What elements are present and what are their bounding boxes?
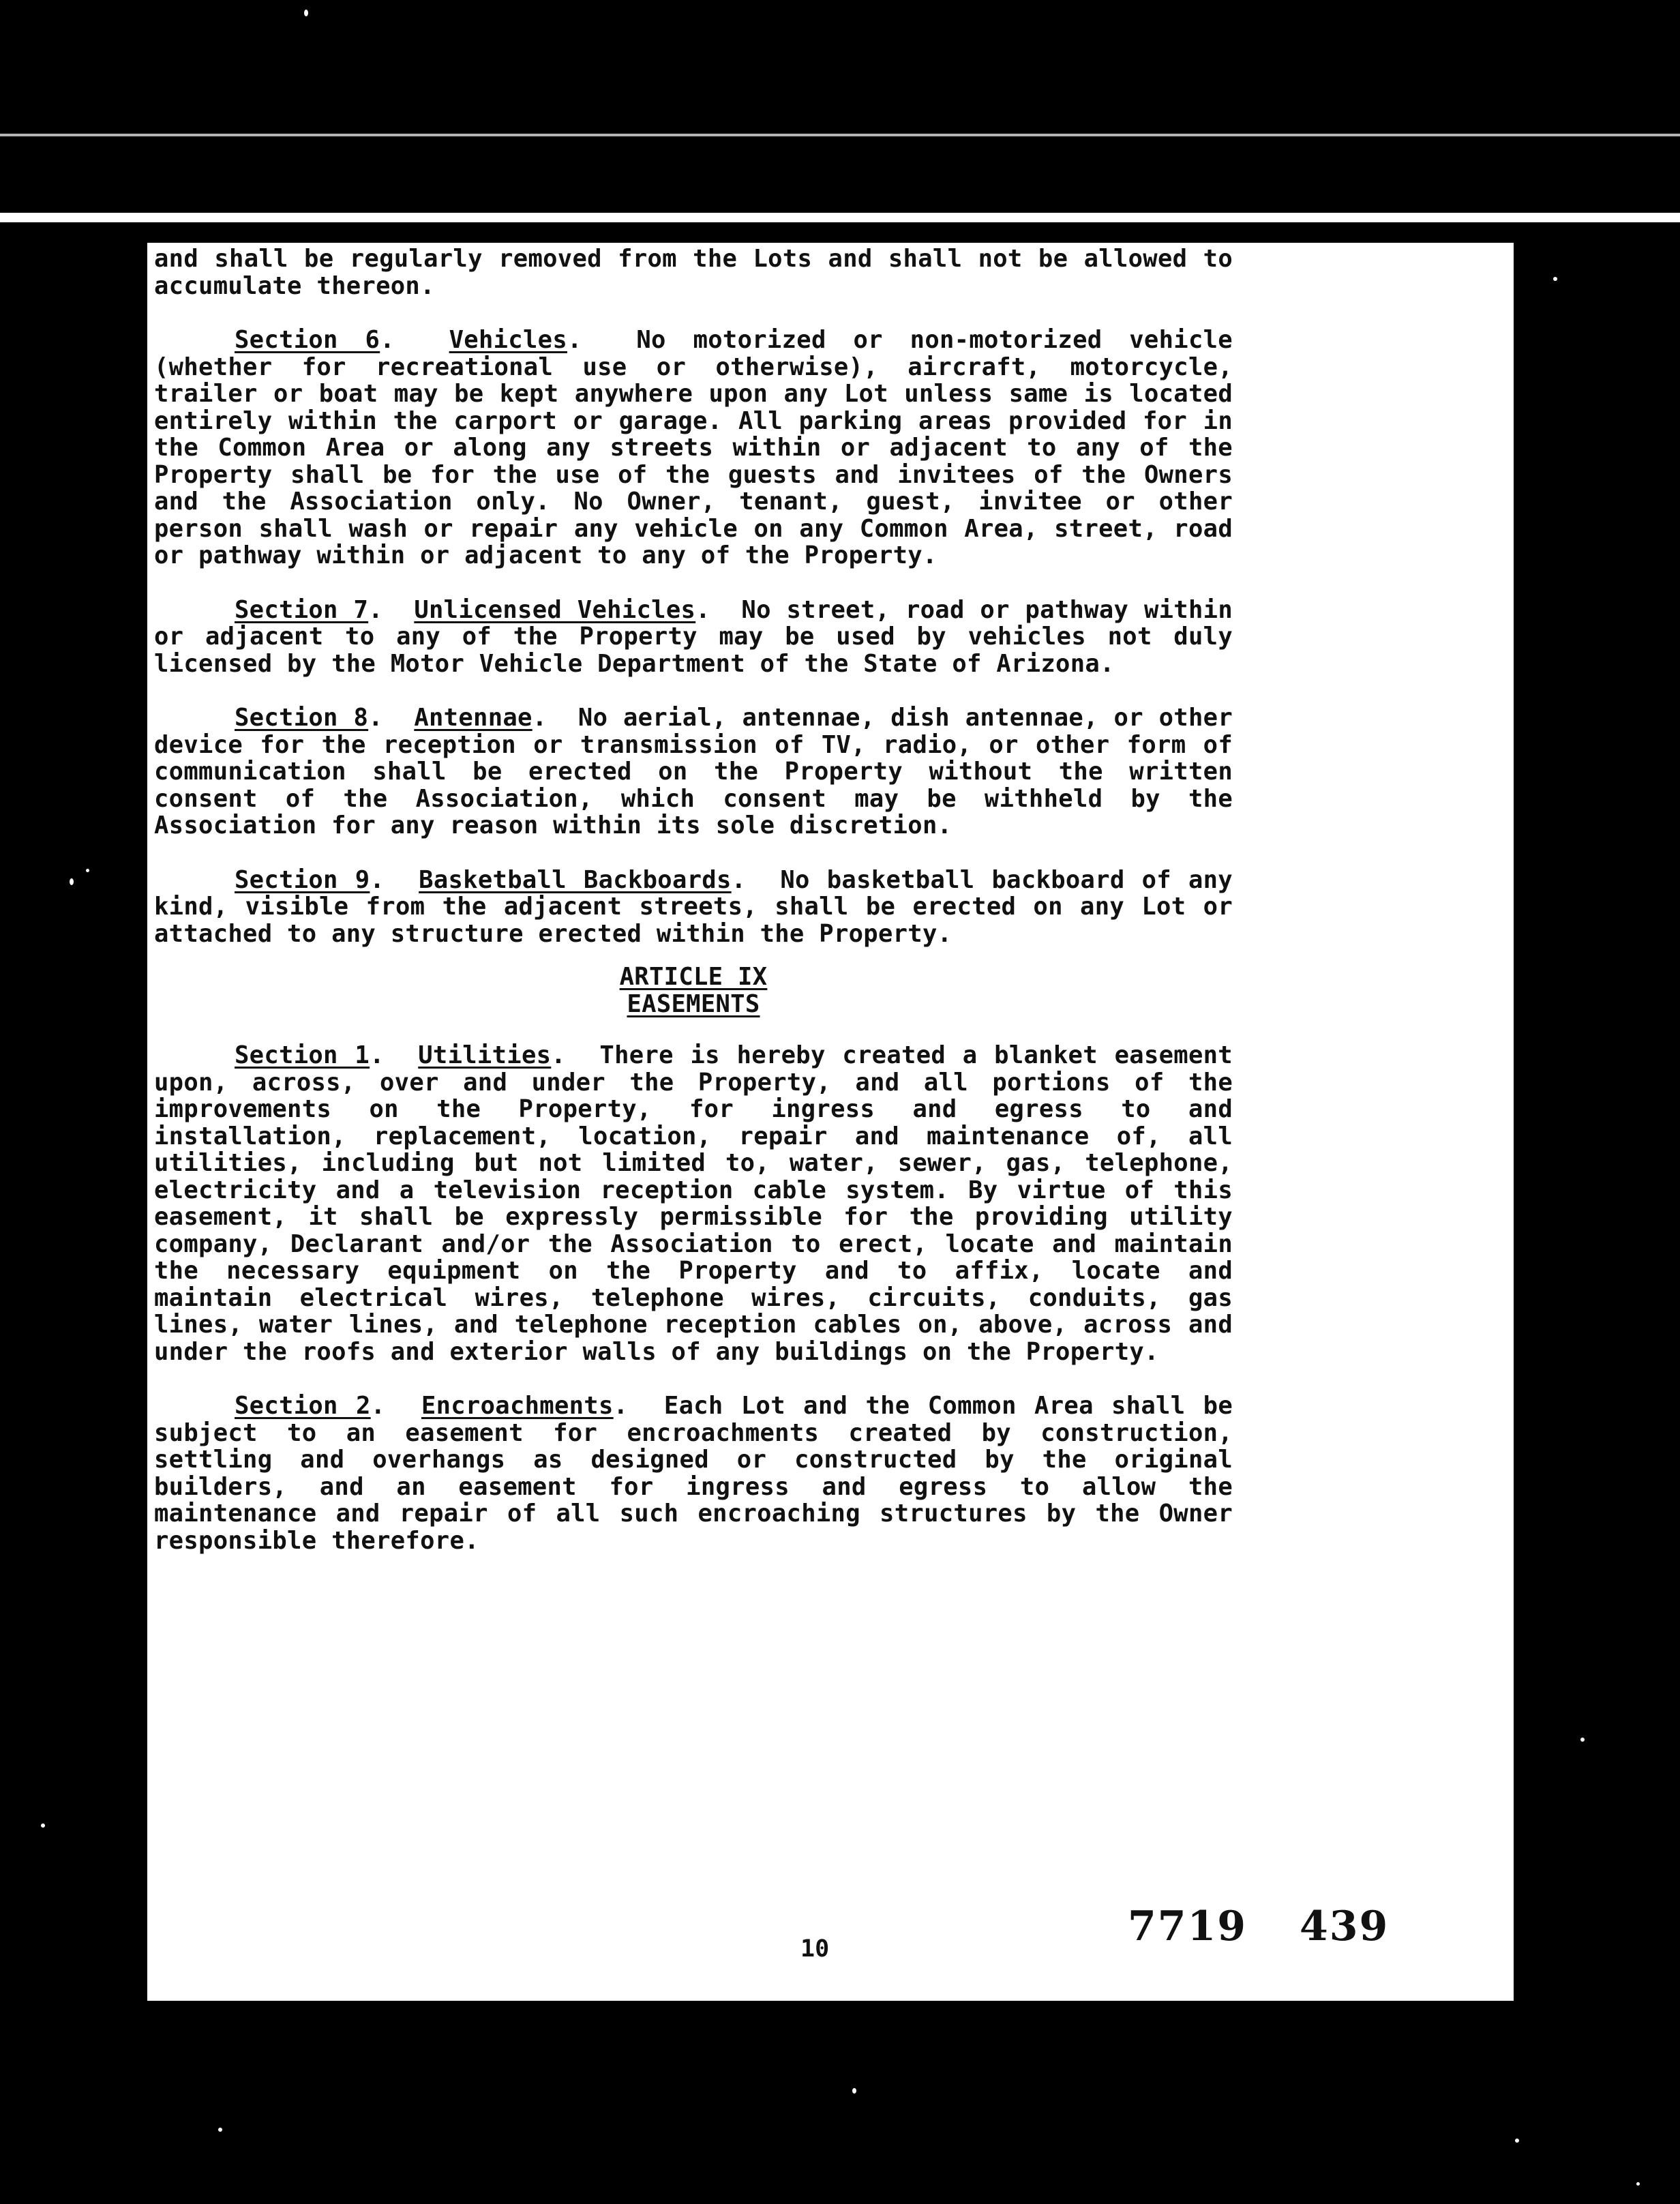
- section-7-paragraph: Section 7. Unlicensed Vehicles. No street, road or pathway within or adjacent to any of the Property may be used by vehicles not duly licensed by the Motor Vehicle Department of the State of Arizona.: [154, 595, 1233, 678]
- section-body: No street, road or pathway within or adjacent to any of the Property may be used by vehicles not duly licensed by the Motor Vehicle Department of the State of Arizona.: [154, 595, 1233, 678]
- section-title: Encroachments: [421, 1392, 614, 1420]
- section-number: Section 1: [235, 1041, 370, 1069]
- section-body: No aerial, antennae, dish antennae, or other device for the reception or transmission of TV, radio, or other form of communication shall be erected on the Property without the written consent of the Association, which consent may be withheld by the Association for any reason within its sole discretion.: [154, 704, 1233, 839]
- section-9-paragraph: Section 9. Basketball Backboards. No basketball backboard of any kind, visible from the adjacent streets, shall be erected on any Lot or attached to any structure erected within the Property.: [154, 865, 1233, 948]
- section-body: No motorized or non-motorized vehicle (whether for recreational use or otherwise), aircraft, motorcycle, trailer or boat may be kept anywhere upon any Lot unless same is located entirely within the carport or garage. All parking areas provided for in the Common Area or along any streets within or adjacent to any of the Property shall be for the use of the guests and invitees of the Owners and the Association only. No Owner, tenant, guest, invitee or other person shall wash or repair any vehicle on any Common Area, street, road or pathway within or adjacent to any of the Property.: [154, 326, 1233, 569]
- page-number: 10: [800, 1935, 830, 1963]
- section-title: Antennae: [414, 704, 532, 732]
- paragraph-continuation: [154, 245, 1233, 299]
- recording-book-number: 7719: [1128, 1903, 1247, 1950]
- scan-edge-line-top: [0, 134, 1680, 136]
- section-body: There is hereby created a blanket easement upon, across, over and under the Property, and all portions of the improvements on the Property, for ingress and egress to and installation, replacement, location, repair and maintenance of, all utilities, including but not limited to, water, sewer, gas, telephone, electricity and a television reception cable system. By virtue of this easement, it shall be expressly permissible for the providing utility company, Declarant and/or the Association to erect, locate and maintain the necessary equipment on the Property and to affix, locate and maintain electrical wires, telephone wires, circuits, conduits, gas lines, water lines, and telephone reception cables on, above, across and under the roofs and exterior walls of any buildings on the Property.: [154, 1041, 1233, 1366]
- scan-speck: [1580, 1738, 1585, 1742]
- section-title: Unlicensed Vehicles: [414, 595, 696, 624]
- article-section-2-paragraph: Section 2. Encroachments. Each Lot and the Common Area shall be subject to an easement for encroachments created by construction, settling and overhangs as designed or constructed by the original builders, and an easement for ingress and egress to allow the maintenance and repair of all such encroaching structures by the Owner responsible therefore.: [154, 1392, 1233, 1555]
- section-number: Section 2: [235, 1392, 371, 1420]
- section-number: Section 6: [235, 326, 380, 354]
- scan-speck: [218, 2128, 222, 2132]
- scan-speck: [1636, 2182, 1640, 2186]
- section-8-paragraph: Section 8. Antennae. No aerial, antennae, dish antennae, or other device for the reception or transmission of TV, radio, or other form of communication shall be erected on the Property without the written consent of the Association, which consent may be withheld by the Association for any reason within its sole discretion.: [154, 704, 1233, 839]
- recording-page-number: 439: [1300, 1903, 1390, 1950]
- section-title: Basketball Backboards: [419, 865, 732, 894]
- document-body: [154, 245, 1233, 1581]
- paragraph-body: and shall be regularly removed from the Lots and shall not be allowed to accumulate thereon.: [154, 245, 1233, 300]
- section-title: Utilities: [418, 1041, 552, 1069]
- section-number: Section 7: [235, 595, 369, 624]
- section-body: No basketball backboard of any kind, visible from the adjacent streets, shall be erected on any Lot or attached to any structure erected within the Property.: [154, 865, 1233, 948]
- scan-speck: [41, 1823, 45, 1828]
- scan-speck: [1515, 2139, 1519, 2143]
- article-section-1-paragraph: Section 1. Utilities. There is hereby created a blanket easement upon, across, over and under the Property, and all portions of the improvements on the Property, for ingress and egress to and installation, replacement, location, repair and maintenance of, all utilities, including but not limited to, water, sewer, gas, telephone, electricity and a television reception cable system. By virtue of this easement, it shall be expressly permissible for the providing utility company, Declarant and/or the Association to erect, locate and maintain the necessary equipment on the Property and to affix, locate and maintain electrical wires, telephone wires, circuits, conduits, gas lines, water lines, and telephone reception cables on, above, across and under the roofs and exterior walls of any buildings on the Property.: [154, 1041, 1233, 1366]
- scan-speck: [86, 869, 89, 872]
- article-title: EASEMENTS: [627, 989, 760, 1018]
- scan-speck: [852, 2088, 856, 2094]
- scan-edge-line: [0, 213, 1680, 222]
- section-title: Vehicles: [449, 326, 567, 354]
- article-heading: [154, 964, 1233, 1017]
- section-body: Each Lot and the Common Area shall be subject to an easement for encroachments created by construction, settling and overhangs as designed or constructed by the original builders, and an easement for ingress and egress to allow the maintenance and repair of all such encroaching structures by the Owner responsible therefore.: [154, 1392, 1233, 1555]
- scan-speck: [70, 878, 74, 885]
- section-6-paragraph: Section 6. Vehicles. No motorized or non-motorized vehicle (whether for recreational use or otherwise), aircraft, motorcycle, trailer or boat may be kept anywhere upon any Lot unless same is located entirely within the carport or garage. All parking areas provided for in the Common Area or along any streets within or adjacent to any of the Property shall be for the use of the guests and invitees of the Owners and the Association only. No Owner, tenant, guest, invitee or other person shall wash or repair any vehicle on any Common Area, street, road or pathway within or adjacent to any of the Property.: [154, 326, 1233, 569]
- article-number: ARTICLE IX: [619, 963, 768, 991]
- scan-speck: [1553, 277, 1557, 281]
- section-number: Section 9: [235, 865, 370, 894]
- scan-speck: [304, 10, 308, 16]
- section-number: Section 8: [235, 704, 369, 732]
